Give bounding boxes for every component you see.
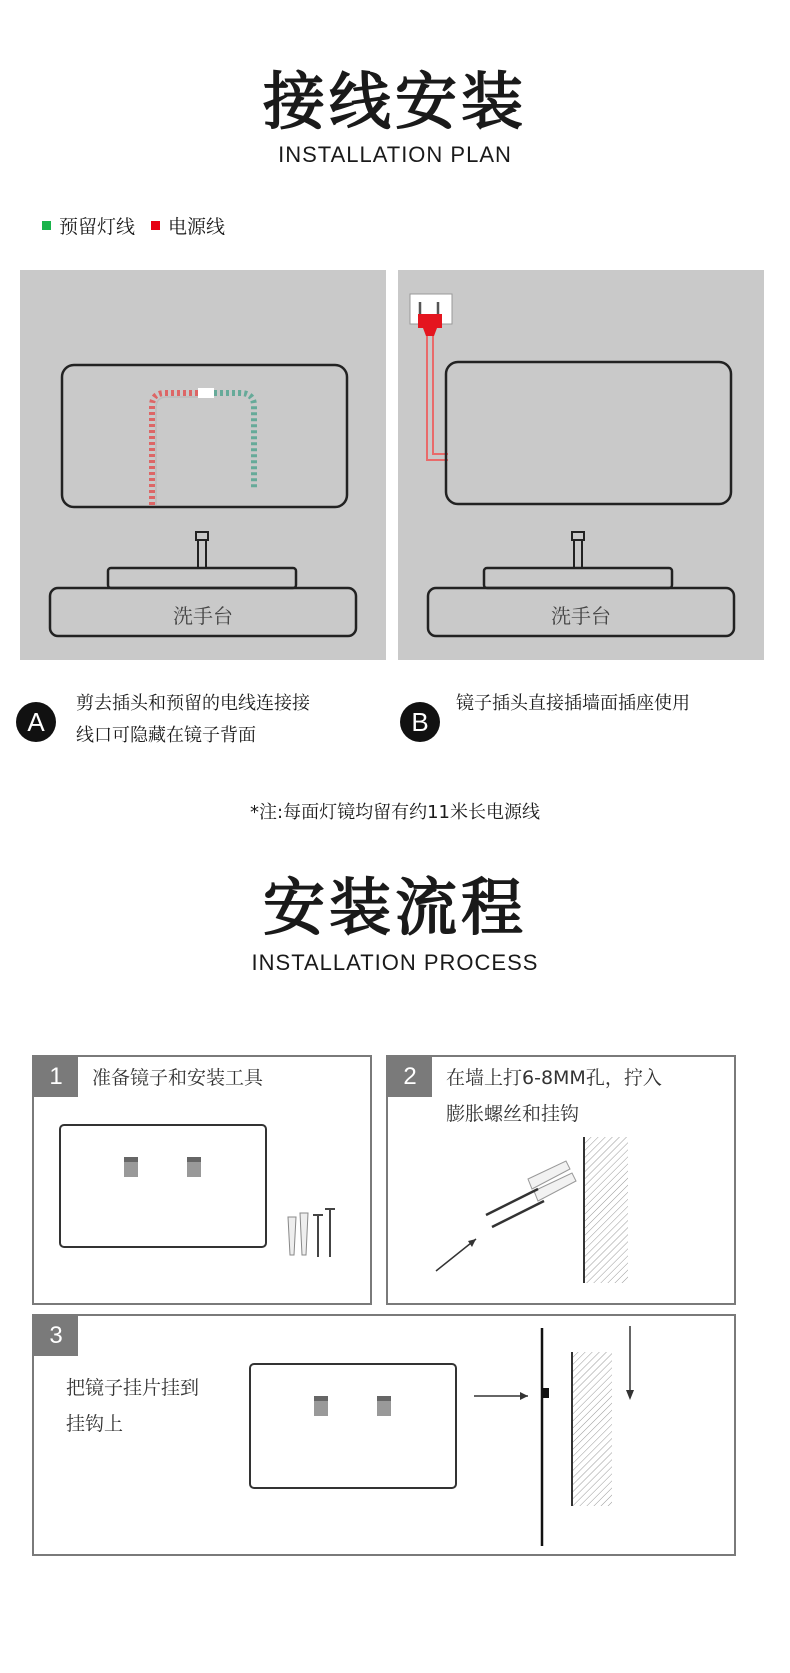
wall-shape bbox=[584, 1137, 628, 1283]
step-2-box bbox=[386, 1055, 736, 1305]
plug-icon bbox=[418, 314, 442, 328]
step-1-text: 准备镜子和安装工具 bbox=[92, 1067, 264, 1089]
red-square-icon bbox=[151, 221, 160, 230]
caption-b-badge: B bbox=[400, 702, 440, 742]
mirror-shape bbox=[60, 1125, 266, 1247]
wall-anchor-icon bbox=[288, 1217, 296, 1255]
caption-a-text bbox=[76, 688, 310, 752]
step-1-number: 1 bbox=[34, 1057, 78, 1097]
faucet-icon bbox=[574, 540, 582, 568]
red-wire-shape bbox=[152, 393, 198, 505]
mirror-shape bbox=[446, 362, 731, 504]
step-3-line1: 把镜子挂片挂到 bbox=[66, 1377, 200, 1399]
panel-b bbox=[398, 270, 764, 660]
section2-title: 安装流程 bbox=[262, 871, 527, 944]
legend-item-reserved-wire bbox=[42, 212, 135, 239]
section1-subtitle: INSTALLATION PLAN bbox=[278, 142, 512, 167]
step-2-line1: 在墙上打6-8MM孔，拧入 bbox=[446, 1067, 662, 1089]
screw-icon bbox=[486, 1189, 538, 1215]
faucet-icon bbox=[198, 540, 206, 568]
section1-title: 接线安装 bbox=[262, 65, 527, 138]
basin-top-shape bbox=[108, 568, 296, 588]
connector-icon bbox=[198, 388, 214, 398]
basin-label-a: 洗手台 bbox=[173, 604, 233, 628]
green-square-icon bbox=[42, 221, 51, 230]
legend-label-power-wire: 电源线 bbox=[168, 216, 226, 238]
step-3-box bbox=[32, 1314, 736, 1556]
caption-b-text: 镜子插头直接插墙面插座使用 bbox=[456, 693, 690, 714]
step-1-box bbox=[32, 1055, 372, 1305]
basin-top-shape bbox=[484, 568, 672, 588]
wall-shape bbox=[572, 1352, 612, 1506]
legend-item-power-wire bbox=[151, 212, 225, 239]
step-3-line2: 挂钩上 bbox=[66, 1413, 124, 1435]
step-3-number: 3 bbox=[34, 1316, 78, 1356]
section2-subtitle: INSTALLATION PROCESS bbox=[251, 950, 539, 975]
green-wire-shape bbox=[214, 393, 254, 488]
step-1-illustration bbox=[34, 1057, 370, 1303]
legend-label-reserved-wire: 预留灯线 bbox=[59, 216, 136, 238]
step-2-illustration bbox=[388, 1057, 734, 1303]
step-3-illustration bbox=[34, 1316, 734, 1554]
legend bbox=[42, 212, 241, 239]
basin-label-b: 洗手台 bbox=[551, 604, 611, 628]
panel-a bbox=[20, 270, 386, 660]
mirror-shape bbox=[62, 365, 347, 507]
mirror-shape bbox=[250, 1364, 456, 1488]
caption-a-line1: 剪去插头和预留的电线连接接 bbox=[76, 693, 310, 714]
wire-length-note: *注:每面灯镜均留有约11米长电源线 bbox=[250, 802, 540, 823]
caption-a-line2: 线口可隐藏在镜子背面 bbox=[76, 725, 256, 746]
step-2-line2: 膨胀螺丝和挂钩 bbox=[446, 1103, 580, 1125]
step-2-number: 2 bbox=[388, 1057, 432, 1097]
caption-a-badge: A bbox=[16, 702, 56, 742]
red-wire-edge bbox=[156, 397, 198, 505]
